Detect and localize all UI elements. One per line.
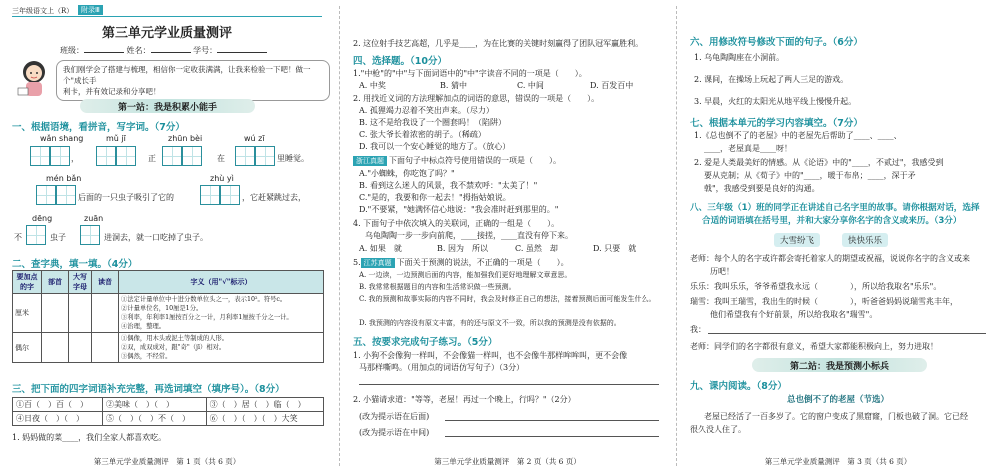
class-label: 班级： — [60, 46, 84, 55]
option[interactable]: D. 百发百中 — [590, 81, 634, 90]
class-field[interactable] — [84, 44, 124, 53]
option[interactable]: B. 因为 所以 — [437, 244, 488, 253]
option[interactable]: A. 中奖 — [359, 81, 386, 90]
idiom-cell[interactable]: ④日夜（ ）（ ） — [13, 412, 103, 426]
page-title: 第三单元学业质量测评 — [101, 26, 232, 41]
meaning: ①偶像，用木头或泥土等制成的人形。 — [121, 335, 229, 342]
pinyin: zhù yì — [210, 174, 234, 183]
q5-2a: (改为提示语在后面) — [359, 412, 430, 421]
q7-2c: 戟"，我感受到要是良好的沟通。 — [704, 184, 820, 193]
page-1 — [0, 0, 334, 472]
char-box[interactable] — [182, 146, 202, 166]
word-choice[interactable]: 大雪纷飞 — [774, 233, 820, 247]
pinyin: wú zī — [244, 134, 265, 143]
option[interactable]: B. 这不是给我设了一个圈套吗！（陷阱） — [359, 118, 506, 127]
girl-avatar-icon — [14, 56, 54, 100]
q6-sentence: 3. 早晨，火红的太阳光从地平线上慢慢升起。 — [694, 97, 857, 106]
char-box[interactable] — [96, 146, 116, 166]
pinyin: zhūn bèi — [168, 134, 203, 143]
q9-title: 九、课内阅读。（8分） — [690, 381, 787, 392]
idiom-cell[interactable]: ⑤（ ）（ ）不（ ） — [102, 412, 206, 426]
q7-1a: 1.《总也倒不了的老屋》中的老屋先后帮助了____、____、 — [694, 131, 902, 140]
option[interactable]: D. 我可以一个安心睡觉的地方了。（放心） — [359, 142, 511, 151]
dialog-teacher: 老师：每个人的名字或许都会寄托着家人的期望或祝福，说说你名字的含义或来 — [690, 254, 970, 263]
q7-2b: 要从克制；从《荀子》中的"____，暖于布帛；____，深于矛 — [704, 171, 916, 180]
region-tag: 浙江真题 — [353, 156, 387, 166]
station2-banner — [752, 358, 927, 372]
dict-header: 部首 — [42, 271, 69, 294]
pinyin: mén bǎn — [46, 174, 82, 183]
letter-cell[interactable] — [69, 333, 92, 363]
meaning: ②计量单位名，10厘是1分。 — [121, 305, 203, 312]
page-footer: 第三单元学业质量测评 第 3 页（共 6 页） — [764, 457, 912, 466]
idiom-cell[interactable]: ①百（ ）百（ ） — [13, 398, 103, 412]
q5-2b: (改为提示语在中间) — [359, 428, 430, 437]
letter-cell[interactable] — [69, 294, 92, 333]
column-divider — [339, 6, 340, 466]
pinyin: mǔ jī — [106, 134, 126, 143]
q1-title: 一、根据语境，看拼音，写字词。（7分） — [12, 122, 185, 133]
q4-3 — [353, 155, 561, 166]
meaning: ③偶然，不经常。 — [121, 353, 172, 360]
name-label: 姓名： — [126, 46, 151, 55]
idiom-cell[interactable]: ②美味（ ）（ ） — [102, 398, 206, 412]
char-box[interactable] — [116, 146, 136, 166]
meaning: ②双，成双成对，跟"奇"（jī）相对。 — [121, 344, 226, 351]
row1-text: 在 — [217, 154, 225, 163]
dict-header: 大写字母 — [69, 271, 92, 294]
dialog-me: 我： — [690, 325, 706, 334]
word-choice[interactable]: 快快乐乐 — [842, 233, 888, 247]
station1-banner-text: 第一站：我是积累小能手 — [117, 103, 217, 113]
option[interactable]: C. 虽然 却 — [515, 244, 558, 253]
intro-bubble — [56, 60, 330, 101]
row2-text: 后面的一只虫子吸引了它的 — [78, 193, 174, 202]
appendix-tag: 附录Ⅲ — [78, 5, 103, 15]
row1-text: 里睡觉。 — [277, 154, 309, 163]
option[interactable]: A. 一边读，一边预测后面的内容，能加强我们更好地理解文章意思。 — [359, 271, 572, 279]
q4-title: 四、选择题。（10分） — [353, 56, 447, 67]
q4-1: 1."中枪"的"中"与下面词语中的"中"字读音不同的一项是（ ）。 — [353, 69, 587, 78]
region-tag: 江苏真题 — [361, 258, 395, 268]
dialog-teacher-end: 老师：同学们的名字都很有意义，希望大家都能积极向上，努力进取！ — [690, 342, 938, 351]
student-info — [60, 44, 267, 56]
q5-title: 五、按要求完成句子练习。（5分） — [353, 337, 498, 348]
meaning: ③利率，年利率1厘按百分之一计，月利率1厘按千分之一计。 — [121, 314, 293, 321]
dialog-ruixue: 瑞雪：我叫王瑞雪，我出生的时候（ ），听爸爸妈妈说瑞雪兆丰年， — [690, 297, 958, 306]
pinyin: wǎn shang — [40, 134, 84, 143]
char-box[interactable] — [50, 146, 70, 166]
dict-header: 要加点的字 — [13, 271, 42, 294]
header-rule — [12, 16, 322, 17]
passage-text: 老屋已经活了一百多岁了。它的窗户变成了黑窟窿，门板也破了洞。它已经 — [704, 412, 968, 421]
q6-title: 六、用修改符号修改下面的句子。（6分） — [690, 37, 863, 48]
station2-banner-text: 第二站：我是预测小标兵 — [789, 362, 889, 372]
pron-cell[interactable] — [92, 294, 119, 333]
dict-header: 读音 — [92, 271, 119, 294]
option[interactable]: C."是的，我要和你一起去！"拇指姑娘说。 — [359, 193, 511, 202]
meaning: ④治理，整理。 — [121, 323, 166, 330]
pinyin: dēng — [32, 214, 53, 223]
option[interactable]: C. 中间 — [517, 81, 544, 90]
option[interactable]: B. 猜中 — [440, 81, 467, 90]
q7-1b: ____，老屋真是____呀！ — [704, 144, 792, 153]
page-footer: 第三单元学业质量测评 第 2 页（共 6 页） — [434, 457, 581, 466]
intro-line-2: 利卡，并有效记录和分享吧！ — [63, 87, 161, 96]
q6-sentence: 2. 课间，在操场上玩起了两人三足的游戏。 — [694, 75, 849, 84]
dialog-lele: 乐乐：我叫乐乐，爷爷希望我永远（ ），所以给我取名"乐乐"。 — [690, 282, 942, 291]
dialog-ruixue-cont: 他们希望我有个好前景，所以给我取名"瑞雪"。 — [710, 310, 878, 319]
char-box[interactable] — [30, 146, 50, 166]
q5-1b: 马那样嘶鸣。（用加点的词语仿写句子）（3分） — [359, 363, 525, 372]
dictionary-table — [12, 270, 324, 363]
row2-text: ，它赶紧跳过去， — [242, 193, 306, 202]
char-box[interactable] — [56, 185, 76, 205]
option[interactable]: B. 我常常根据题目的内容和生活常识做一些预测。 — [359, 283, 516, 291]
q4-2: 2. 用找近义词的方法理解加点的词语的意思，错误的一项是（ ）。 — [353, 94, 600, 103]
option[interactable]: B. 看到这么迷人的风景，我不禁欢呼："太美了！" — [359, 181, 538, 190]
answer-line[interactable] — [708, 333, 986, 334]
idiom-cell[interactable]: ③（ ）居（ ）临（ ） — [206, 398, 323, 412]
intro-line-1: 我们刚学会了搭建与梳理，相信你一定收获满满，让我来检验一下吧！做一个"成长手 — [63, 65, 311, 85]
q8-title-1: 八、三年级（1）班的同学正在讲述自己名字里的故事。请你根据对话，选择 — [690, 203, 980, 213]
option[interactable]: C. 我的预测和故事实际的内容不同时，我会及时修正自己的想法，接着预测后面可能发生什么。 — [359, 295, 656, 303]
answer-line[interactable] — [359, 384, 659, 385]
station1-banner — [80, 99, 255, 113]
name-field[interactable] — [151, 44, 191, 53]
grade-label: 三年级语文上（R） — [12, 7, 74, 15]
char-box[interactable] — [26, 225, 46, 245]
q7-title: 七、根据本单元的学习内容填空。（7分） — [690, 118, 863, 129]
page-2 — [345, 0, 670, 472]
char-box[interactable] — [80, 225, 100, 245]
column-divider — [676, 6, 677, 466]
option[interactable]: D."不要紧，"她满怀信心地说："我会准时赶到那里的。" — [359, 205, 559, 214]
char-box[interactable] — [255, 146, 275, 166]
idiom-table — [12, 397, 324, 426]
row1-text: ， — [71, 154, 79, 163]
q7-2a: 2. 爱是人类最美好的情感。从《论语》中的"____，不贰过"，我感受到 — [694, 158, 944, 167]
dict-word: 厘米 — [13, 294, 42, 333]
q4-4-sentence: 乌龟陶陶一步一步向前爬，____接搓，____直没有停下来。 — [365, 231, 573, 240]
q8-title-2: 合适的词语填在括号里，并和大家分享你名字的含义或来历。（3分） — [702, 216, 962, 226]
char-box[interactable] — [235, 146, 255, 166]
q3-title: 三、把下面的四字词语补充完整，再选词填空（填序号）。（8分） — [12, 384, 285, 395]
dict-word: 偶尔 — [13, 333, 42, 363]
pron-cell[interactable] — [92, 333, 119, 363]
char-box[interactable] — [220, 185, 240, 205]
q4-3-text: 下面句子中标点符号使用错误的一项是（ ）。 — [389, 156, 561, 165]
q6-sentence: 1. 乌龟陶陶座在小洞前。 — [694, 53, 785, 62]
q4-4: 4. 下面句子中依次填入的关联词，正确的一组是（ ）。 — [353, 219, 560, 228]
answer-line[interactable] — [445, 436, 659, 437]
row1-text: 正 — [148, 154, 156, 163]
passage-text: 很久没人住了。 — [690, 425, 746, 434]
dict-header: 字义（用"√"标示） — [119, 271, 324, 294]
id-field[interactable] — [217, 44, 267, 53]
pinyin: zuān — [84, 214, 104, 223]
p2-line1: 2. 这位射手技艺高超，几乎是____，为在比赛的关键时刻赢得了团队冠军赢胜利。 — [353, 39, 644, 48]
id-label: 学号： — [193, 46, 218, 55]
q5-1a: 1. 小狗不会像狗一样叫，不会像猫一样叫，也不会像牛那样哞哞叫，更不会像 — [353, 351, 628, 360]
idiom-cell[interactable]: ⑥（ ）（ ）（ ）大笑 — [206, 412, 323, 426]
q2-title: 二、查字典，填一填。（4分） — [12, 259, 138, 270]
row3-text: 不 — [14, 233, 22, 242]
q5-2: 2. 小猫请求道："等等，老屋！再过一个晚上，行吗？"（2分） — [353, 395, 576, 404]
passage-title: 总也倒不了的老屋（节选） — [786, 395, 889, 405]
row3-text: 虫子 — [50, 233, 66, 242]
option[interactable]: A. 孤狸竭力忍着不笑出声来。（尽力） — [359, 106, 494, 115]
radical-cell[interactable] — [42, 294, 69, 333]
option[interactable]: A. 如果 就 — [359, 244, 402, 253]
char-box[interactable] — [200, 185, 220, 205]
q4-5-text: 下面关于预测的说法，不正确的一项是（ ）。 — [396, 258, 569, 267]
row3-text: 进洞去，就一口吃掉了虫子。 — [104, 233, 208, 242]
answer-line[interactable] — [445, 420, 659, 421]
q4-5 — [353, 257, 569, 268]
char-box[interactable] — [36, 185, 56, 205]
radical-cell[interactable] — [42, 333, 69, 363]
meaning-cell[interactable] — [119, 294, 324, 333]
page-footer: 第三单元学业质量测评 第 1 页（共 6 页） — [93, 457, 241, 466]
meaning: ①法定计量单位中十进分数单位头之一，表示10²。符号c。 — [121, 296, 287, 303]
page-3 — [682, 0, 994, 472]
char-box[interactable] — [162, 146, 182, 166]
dialog-teacher-cont: 历吧！ — [710, 267, 734, 276]
q4-5-num: 5. — [353, 258, 361, 267]
option[interactable]: C. 张大爷长着浓密的胡子。（稀疏） — [359, 130, 486, 139]
option[interactable]: A."小蜘蛛，你吃饱了吗？" — [359, 169, 455, 178]
q3-sentence: 1. 妈妈做的菜____，我们全家人都喜欢吃。 — [12, 433, 167, 442]
meaning-cell[interactable] — [119, 333, 324, 363]
option[interactable]: D. 我预测的内容没有原文丰富，有的还与原文不一致，所以我的预测是没有依据的。 — [359, 319, 621, 327]
option[interactable]: D. 只要 就 — [593, 244, 637, 253]
